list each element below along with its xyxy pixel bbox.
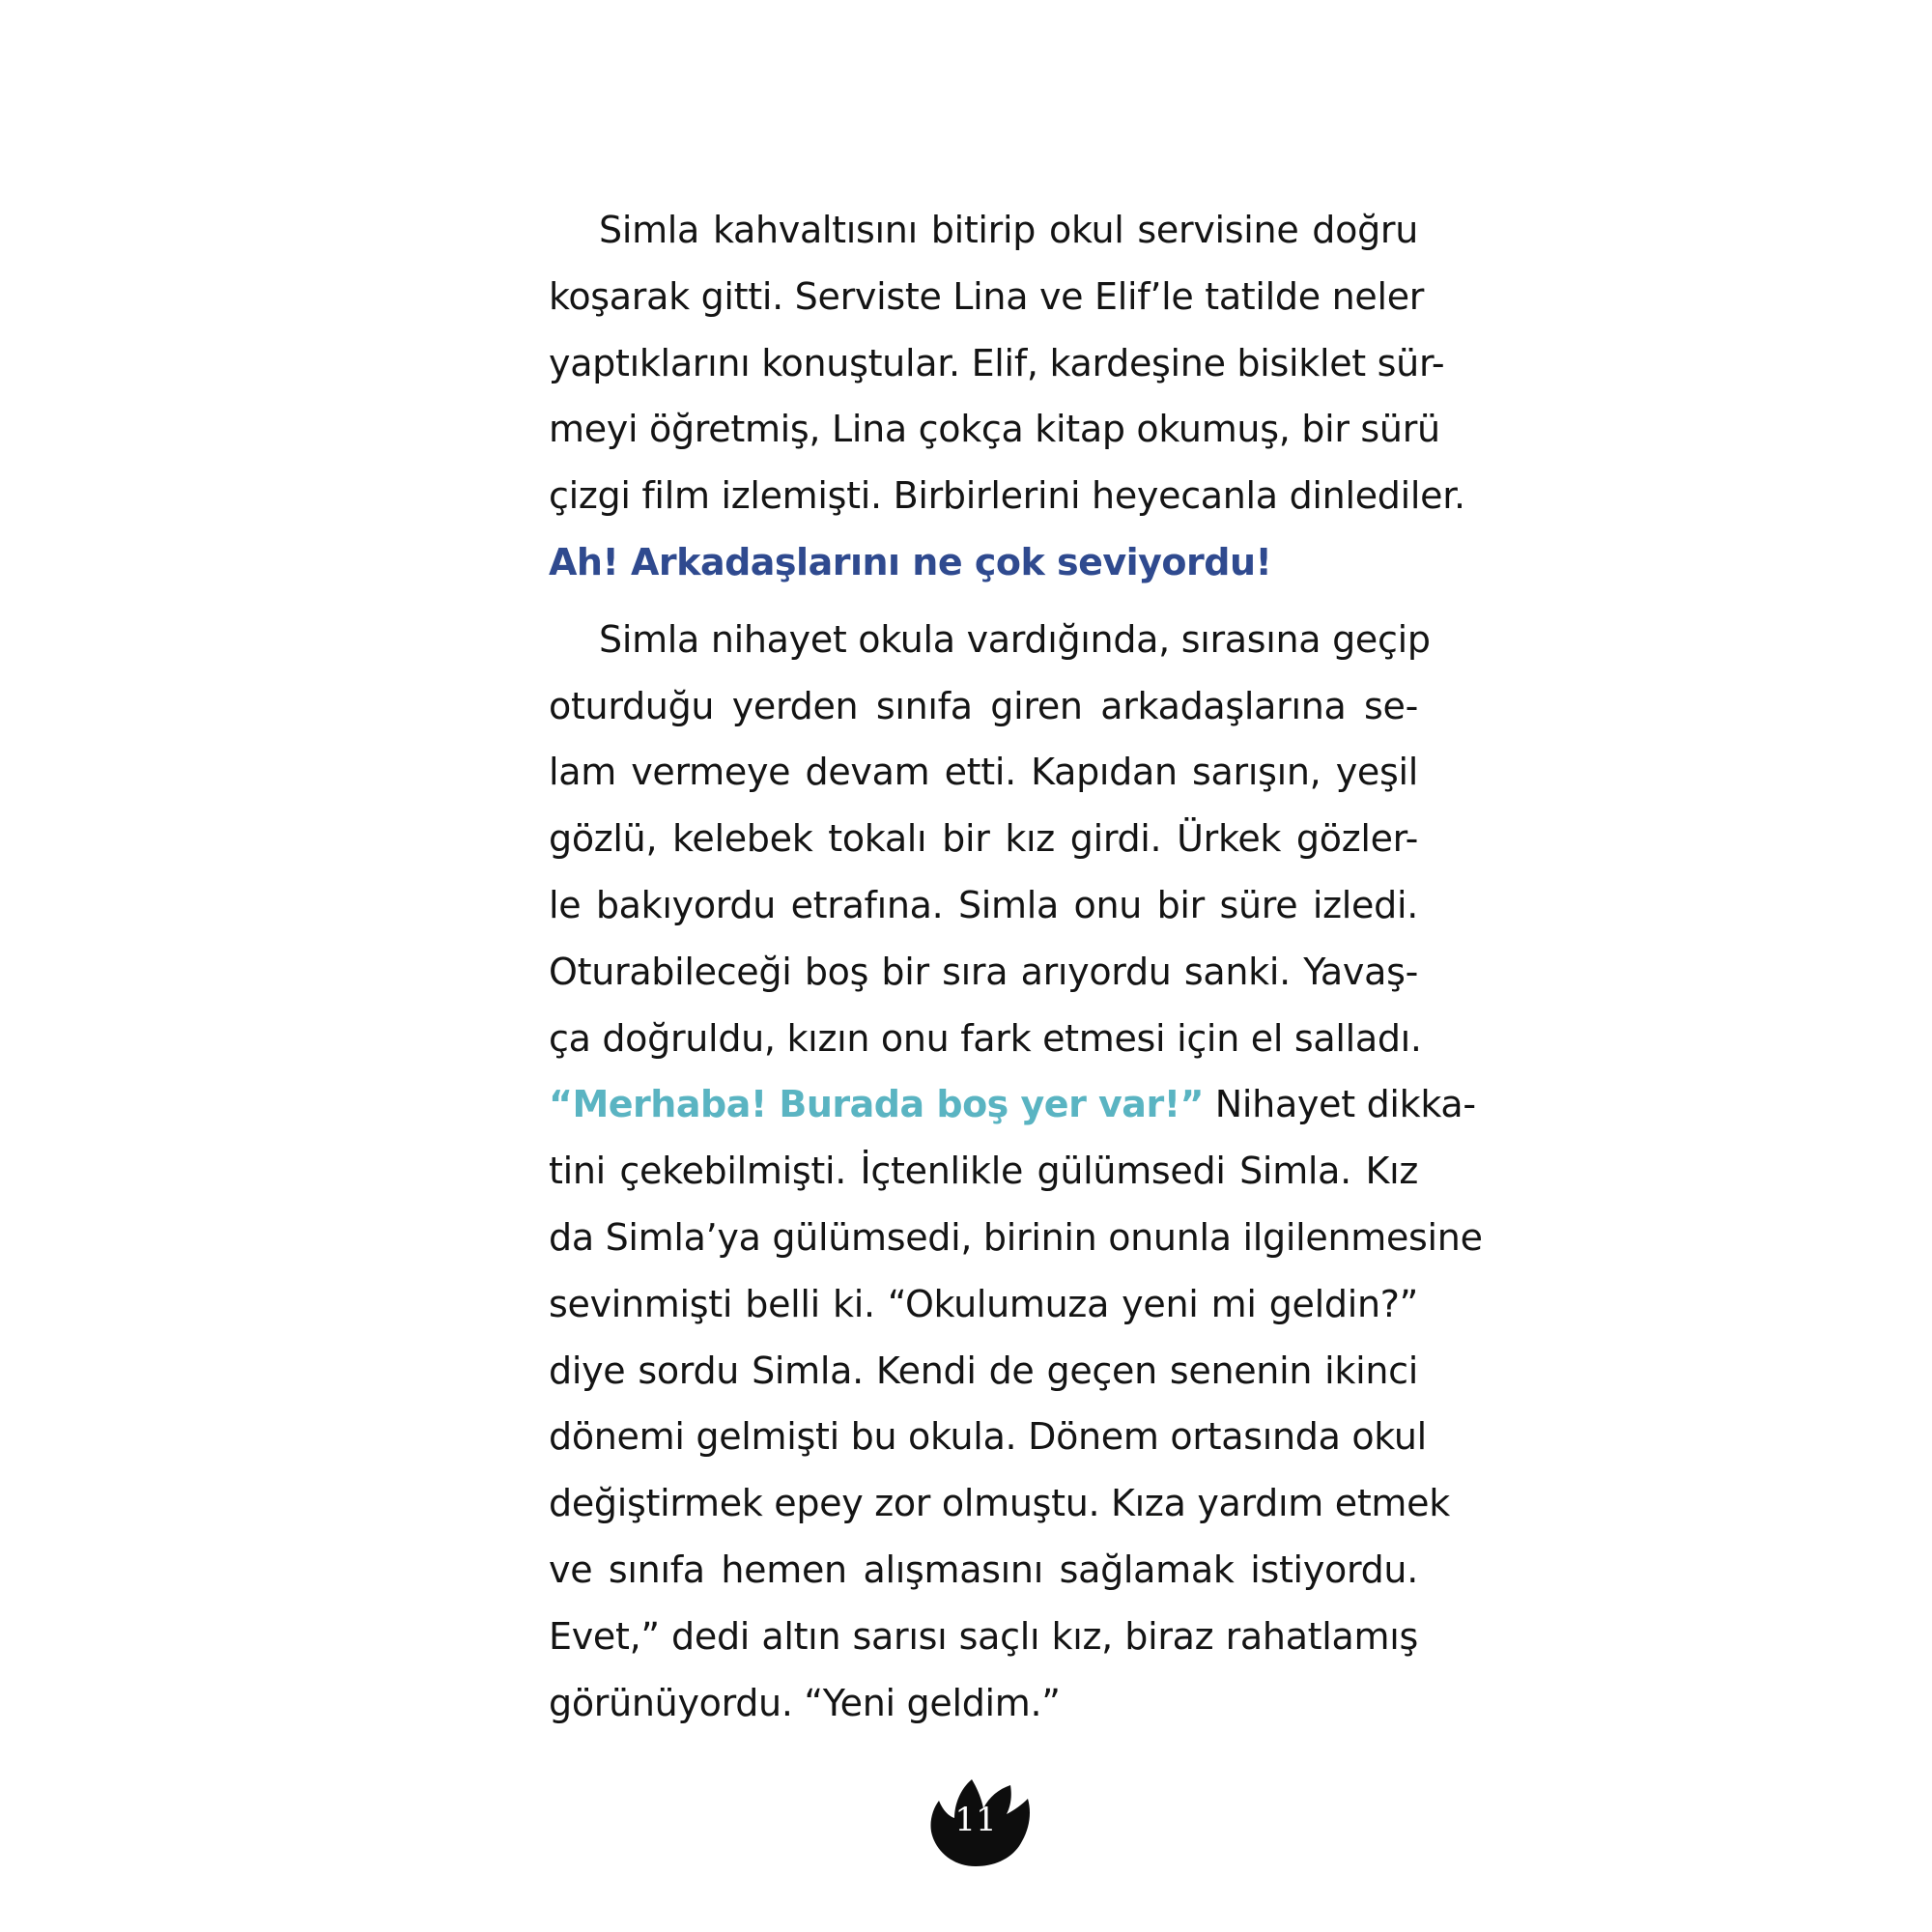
text-line: çizgi film izlemişti. Birbirlerini heyecanla dinlediler. [549,474,1465,518]
text-line: koşarak gitti. Serviste Lina ve Elif’le tatilde neler [549,274,1425,318]
text-line: gözlü, kelebek tokalı bir kız girdi. Ürkek gözler- [549,817,1418,861]
text-line: ça doğruldu, kızın onu fark etmesi için el salladı. [549,1016,1422,1060]
paragraph-gap [549,596,1418,607]
text-line: değiştirmek epey zor olmuştu. Kıza yardım etmek [549,1482,1450,1525]
text-line: diye sordu Simla. Kendi de geçen senenin ikinci [549,1349,1418,1392]
text-line: ve sınıfa hemen alışmasını sağlamak istiyordu. [549,1548,1418,1591]
dialogue-quote: “Merhaba! Burada boş yer var!” [549,1083,1204,1126]
text-line: Simla nihayet okula vardığında, sırasına geçip [599,617,1431,661]
text-line: Oturabileceği boş bir sıra arıyordu sanki. Yavaş- [549,950,1418,993]
text-line: yaptıklarını konuştular. Elif, kardeşine bisiklet sür- [549,341,1445,384]
quote-line [549,1071,1476,1138]
quote-continuation: Nihayet dikka- [1214,1083,1476,1126]
story-text [549,197,1483,1736]
text-line: dönemi gelmişti bu okula. Dönem ortasında okul [549,1415,1427,1459]
text-line: lam vermeye devam etti. Kapıdan sarışın, yeşil [549,751,1418,794]
emphasis-line: Ah! Arkadaşlarını ne çok seviyordu! [549,540,1272,583]
page-number-badge [925,1776,1034,1868]
text-line: meyi öğretmiş, Lina çokça kitap okumuş, bir sürü [549,408,1440,451]
text-line: Simla kahvaltısını bitirip okul servisine doğru [599,209,1418,251]
text-line: sevinmişti belli ki. “Okulumuza yeni mi geldin?” [549,1282,1418,1325]
text-line: le bakıyordu etrafına. Simla onu bir süre izledi. [549,883,1418,926]
text-line: oturduğu yerden sınıfa giren arkadaşlarına se- [549,684,1418,727]
text-line: Evet,” dedi altın sarısı saçlı kız, biraz rahatlamış [549,1614,1418,1658]
page-number: 11 [954,1801,997,1839]
text-line: görünüyordu. “Yeni geldim.” [549,1681,1061,1724]
text-line: tini çekebilmişti. İçtenlikle gülümsedi Simla. Kız [549,1150,1418,1193]
text-line: da Simla’ya gülümsedi, birinin onunla ilgilenmesine [549,1215,1483,1259]
